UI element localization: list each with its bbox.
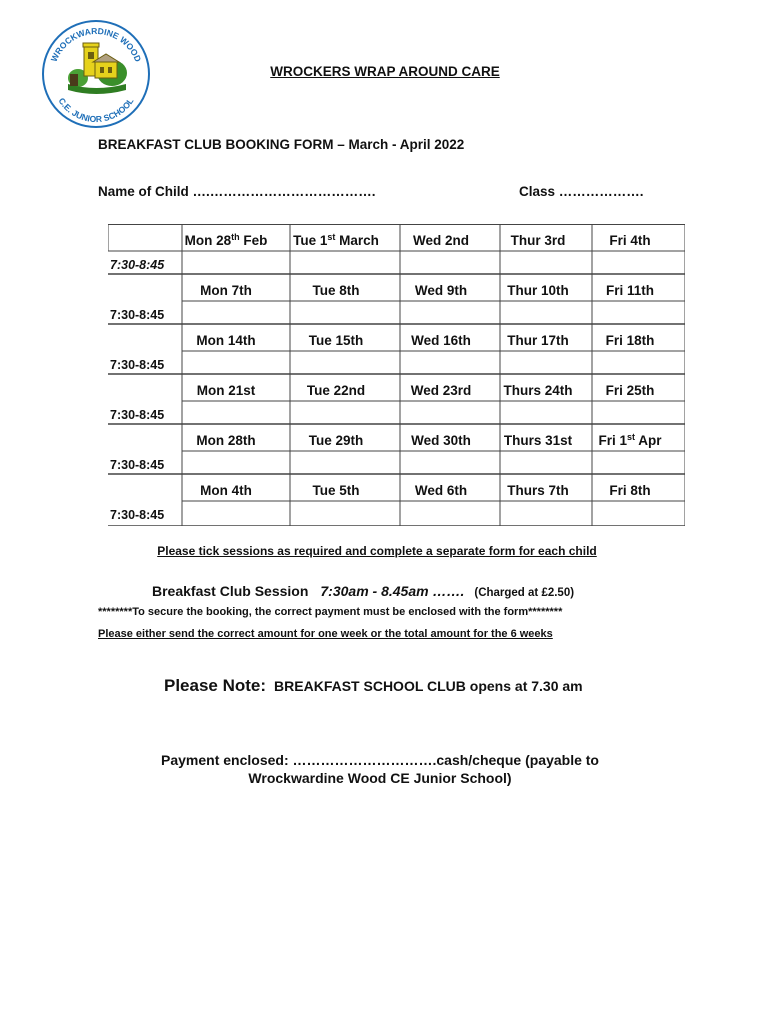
day-label bbox=[507, 483, 569, 498]
session-time-label: 7:30-8:45 bbox=[110, 458, 165, 472]
day-label-text: Thur 17th bbox=[507, 333, 569, 348]
session-tick-cell[interactable] bbox=[401, 502, 499, 523]
day-label bbox=[609, 483, 650, 498]
day-label-text: Tue 22nd bbox=[306, 383, 366, 398]
session-tick-cell[interactable] bbox=[291, 452, 399, 473]
day-label bbox=[411, 433, 471, 448]
day-label bbox=[411, 383, 472, 398]
day-label-text: Tue 5th bbox=[312, 483, 360, 498]
day-label bbox=[606, 383, 655, 398]
day-label-text: Thur 10th bbox=[507, 283, 569, 298]
day-label-text: Mon 4th bbox=[200, 483, 252, 498]
session-tick-cell[interactable] bbox=[401, 452, 499, 473]
day-label bbox=[609, 233, 650, 248]
tick-instruction: Please tick sessions as required and complete a separate form for each child bbox=[157, 544, 597, 558]
day-label-text: Fri 1 bbox=[598, 433, 627, 448]
day-label bbox=[511, 233, 566, 248]
day-label bbox=[309, 333, 364, 348]
logo-ring-text-top: WROCKWARDINE WOOD bbox=[48, 25, 144, 64]
day-label bbox=[197, 383, 256, 398]
day-label-text: Fri 4th bbox=[609, 233, 651, 248]
session-tick-cell[interactable] bbox=[593, 352, 684, 373]
day-label-text: Tue 29th bbox=[308, 433, 364, 448]
day-label bbox=[598, 432, 662, 448]
day-label bbox=[196, 433, 255, 448]
day-label bbox=[411, 333, 471, 348]
day-label bbox=[309, 433, 364, 448]
session-tick-cell[interactable] bbox=[183, 502, 289, 523]
day-label-text: Mon 21st bbox=[196, 383, 256, 398]
session-time-label: 7:30-8:45 bbox=[110, 408, 165, 422]
day-label-text: Fri 11th bbox=[605, 283, 655, 298]
payment-option-note: Please either send the correct amount for one week or the total amount for the 6 weeks bbox=[98, 628, 553, 640]
note-label: Please Note: bbox=[164, 676, 267, 695]
day-label bbox=[415, 283, 467, 298]
day-label-text: Thurs 31st bbox=[503, 433, 573, 448]
day-label bbox=[313, 483, 360, 498]
session-time-label: 7:30-8:45 bbox=[110, 258, 165, 272]
day-label bbox=[413, 233, 469, 248]
day-label-text: Mon 14th bbox=[196, 333, 256, 348]
session-tick-cell[interactable] bbox=[593, 252, 684, 273]
session-tick-cell[interactable] bbox=[501, 352, 591, 373]
payment-line-2: Wrockwardine Wood CE Junior School) bbox=[248, 770, 512, 786]
session-tick-cell[interactable] bbox=[291, 302, 399, 323]
session-tick-cell[interactable] bbox=[501, 502, 591, 523]
form-title: BREAKFAST CLUB BOOKING FORM – March - April 2022 bbox=[98, 137, 465, 152]
day-label-text: Thur 3rd bbox=[510, 233, 566, 248]
session-charge: (Charged at £2.50) bbox=[474, 587, 575, 599]
session-time-label: 7:30-8:45 bbox=[110, 358, 165, 372]
session-tick-cell[interactable] bbox=[593, 452, 684, 473]
day-label-sup: st bbox=[327, 232, 336, 242]
secure-booking-note: ********To secure the booking, the correct payment must be enclosed with the form******** bbox=[98, 606, 563, 618]
session-time-label: 7:30-8:45 bbox=[110, 308, 165, 322]
day-label-text: Thurs 24th bbox=[503, 383, 573, 398]
session-tick-cell[interactable] bbox=[291, 402, 399, 423]
session-tick-cell[interactable] bbox=[291, 252, 399, 273]
day-label-suffix: March bbox=[335, 233, 379, 248]
day-label bbox=[606, 333, 655, 348]
day-label-sup: st bbox=[627, 432, 636, 442]
day-label bbox=[503, 383, 572, 398]
session-tick-cell[interactable] bbox=[501, 252, 591, 273]
session-tick-cell[interactable] bbox=[183, 302, 289, 323]
day-label-suffix: Apr bbox=[635, 433, 662, 448]
child-name-field[interactable]: Name of Child ….………………………………. bbox=[98, 184, 376, 199]
session-tick-cell[interactable] bbox=[501, 302, 591, 323]
note-text: BREAKFAST SCHOOL CLUB opens at 7.30 am bbox=[274, 678, 583, 694]
session-tick-cell[interactable] bbox=[593, 302, 684, 323]
day-label bbox=[307, 383, 365, 398]
session-info bbox=[152, 583, 574, 599]
day-label-text: Fri 8th bbox=[609, 483, 651, 498]
session-tick-cell[interactable] bbox=[291, 502, 399, 523]
session-tick-cell[interactable] bbox=[401, 402, 499, 423]
session-tick-cell[interactable] bbox=[501, 452, 591, 473]
day-label-text: Wed 2nd bbox=[412, 233, 470, 248]
day-label-text: Wed 30th bbox=[411, 433, 471, 448]
session-tick-cell[interactable] bbox=[401, 352, 499, 373]
day-label-text: Mon 28th bbox=[196, 433, 256, 448]
session-tick-cell[interactable] bbox=[183, 402, 289, 423]
session-tick-cell[interactable] bbox=[501, 402, 591, 423]
please-note bbox=[164, 676, 583, 696]
booking-table bbox=[108, 224, 685, 526]
session-tick-cell[interactable] bbox=[401, 252, 499, 273]
day-label-text: Wed 16th bbox=[411, 333, 471, 348]
day-label bbox=[313, 283, 360, 298]
day-label-text: Wed 23rd bbox=[410, 383, 472, 398]
session-time: 7:30am - 8.45am ……. bbox=[320, 583, 465, 599]
day-label-text: Tue 8th bbox=[312, 283, 360, 298]
day-label bbox=[196, 333, 255, 348]
session-tick-cell[interactable] bbox=[183, 452, 289, 473]
day-label-suffix: Feb bbox=[239, 233, 268, 248]
session-tick-cell[interactable] bbox=[183, 352, 289, 373]
day-label-text: Mon 7th bbox=[200, 283, 252, 298]
class-field[interactable]: Class ………………. bbox=[519, 184, 644, 199]
day-label bbox=[504, 433, 573, 448]
day-label bbox=[507, 283, 569, 298]
day-label-text: Fri 18th bbox=[605, 333, 655, 348]
session-label: Breakfast Club Session bbox=[152, 583, 309, 599]
day-label bbox=[200, 483, 252, 498]
day-label-text: Tue 1 bbox=[293, 233, 328, 248]
day-label-text: Mon 28 bbox=[184, 233, 232, 248]
day-label-text: Thurs 7th bbox=[507, 483, 569, 498]
session-tick-cell[interactable] bbox=[593, 502, 684, 523]
session-tick-cell[interactable] bbox=[291, 352, 399, 373]
day-label-text: Fri 25th bbox=[605, 383, 655, 398]
day-label bbox=[507, 333, 569, 348]
day-label-text: Wed 9th bbox=[414, 283, 468, 298]
session-tick-cell[interactable] bbox=[593, 402, 684, 423]
day-label bbox=[415, 483, 467, 498]
day-label-sup: th bbox=[231, 232, 240, 242]
day-label bbox=[606, 283, 654, 298]
day-label-text: Wed 6th bbox=[414, 483, 468, 498]
session-tick-cell[interactable] bbox=[183, 252, 289, 273]
session-time-label: 7:30-8:45 bbox=[110, 508, 165, 522]
day-label-text: Tue 15th bbox=[308, 333, 364, 348]
logo-ring-text-bottom: C.E. JUNIOR SCHOOL bbox=[56, 95, 136, 125]
day-label bbox=[185, 232, 268, 248]
payment-enclosed[interactable] bbox=[0, 751, 760, 787]
session-tick-cell[interactable] bbox=[401, 302, 499, 323]
day-label bbox=[200, 283, 252, 298]
page-title: WROCKERS WRAP AROUND CARE bbox=[270, 64, 500, 79]
day-label bbox=[293, 232, 379, 248]
payment-line-1: Payment enclosed: ………………………….cash/cheque (payable to bbox=[161, 752, 599, 768]
